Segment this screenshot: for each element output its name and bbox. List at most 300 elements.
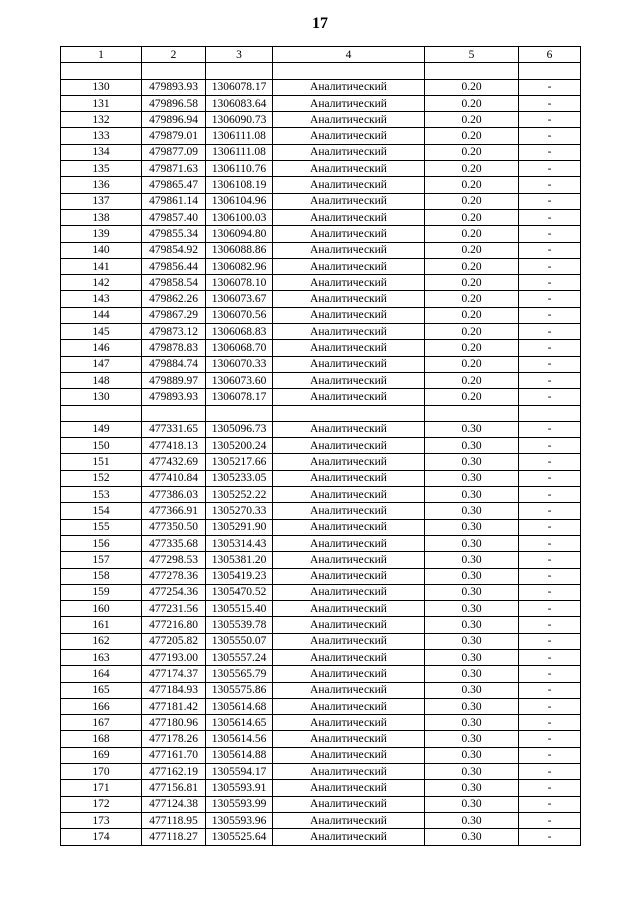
table-cell: Аналитический (273, 715, 425, 731)
table-header (61, 47, 581, 63)
table-cell: Аналитический (273, 291, 425, 307)
table-cell: - (519, 454, 581, 470)
table-cell: 479871.63 (142, 161, 206, 177)
table-cell: 479884.74 (142, 356, 206, 372)
table-cell: 0.20 (425, 372, 519, 388)
table-row (61, 438, 581, 454)
table-row (61, 275, 581, 291)
table-cell: 170 (61, 764, 142, 780)
table-cell: 479878.83 (142, 340, 206, 356)
table-cell: 148 (61, 372, 142, 388)
table-cell: 477410.84 (142, 470, 206, 486)
table-cell: 1305419.23 (206, 568, 273, 584)
table-cell: 138 (61, 209, 142, 225)
table-row (61, 568, 581, 584)
table-cell: 135 (61, 161, 142, 177)
table-cell: - (519, 796, 581, 812)
table-cell: 479857.40 (142, 209, 206, 225)
table-cell: 477278.36 (142, 568, 206, 584)
table-cell: Аналитический (273, 747, 425, 763)
table-cell: - (519, 503, 581, 519)
table-cell: 1306068.70 (206, 340, 273, 356)
table-cell: 0.20 (425, 258, 519, 274)
table-cell: Аналитический (273, 324, 425, 340)
table-cell: 479867.29 (142, 307, 206, 323)
table-cell: 136 (61, 177, 142, 193)
table-cell: 0.20 (425, 389, 519, 405)
table-row (61, 242, 581, 258)
table-cell: - (519, 470, 581, 486)
table-cell: 130 (61, 79, 142, 95)
table-row (61, 340, 581, 356)
table-cell: 479861.14 (142, 193, 206, 209)
table-cell: 1306078.17 (206, 389, 273, 405)
table-cell: 479862.26 (142, 291, 206, 307)
table-cell: - (519, 649, 581, 665)
table-cell: 1305291.90 (206, 519, 273, 535)
table-cell: 1305557.24 (206, 649, 273, 665)
table-cell: 0.30 (425, 601, 519, 617)
table-cell: 479893.93 (142, 389, 206, 405)
table-row (61, 193, 581, 209)
table-cell: 1305614.68 (206, 698, 273, 714)
column-header: 5 (425, 47, 519, 63)
table-cell: - (519, 372, 581, 388)
table-cell: Аналитический (273, 503, 425, 519)
table-cell: 141 (61, 258, 142, 274)
table-cell: 0.30 (425, 535, 519, 551)
table-cell: 477162.19 (142, 764, 206, 780)
table-row (61, 487, 581, 503)
table-cell: 167 (61, 715, 142, 731)
table-cell: - (519, 617, 581, 633)
column-header: 3 (206, 47, 273, 63)
table-cell: 1306088.86 (206, 242, 273, 258)
table-row (61, 454, 581, 470)
table-cell: 0.30 (425, 421, 519, 437)
table-cell: 1306070.33 (206, 356, 273, 372)
table-cell: 1305270.33 (206, 503, 273, 519)
table-cell: 1305565.79 (206, 666, 273, 682)
table-cell: Аналитический (273, 487, 425, 503)
table-cell: 144 (61, 307, 142, 323)
table-cell: Аналитический (273, 535, 425, 551)
table-cell: 477184.93 (142, 682, 206, 698)
table-row (61, 601, 581, 617)
table-cell: - (519, 829, 581, 845)
table-cell: - (519, 161, 581, 177)
table-row (61, 291, 581, 307)
table-cell: 0.20 (425, 161, 519, 177)
table-cell: 1306082.96 (206, 258, 273, 274)
table-row (61, 144, 581, 160)
table-cell: - (519, 633, 581, 649)
table-cell: 166 (61, 698, 142, 714)
table-cell: 0.20 (425, 193, 519, 209)
table-cell: 0.20 (425, 79, 519, 95)
table-cell: - (519, 307, 581, 323)
table-cell: - (519, 291, 581, 307)
table-cell: 1306094.80 (206, 226, 273, 242)
table-cell: Аналитический (273, 601, 425, 617)
table-cell: Аналитический (273, 307, 425, 323)
table-row (61, 389, 581, 405)
table-cell: 0.30 (425, 698, 519, 714)
table-cell: 479877.09 (142, 144, 206, 160)
table-cell: 479896.58 (142, 95, 206, 111)
table-row (61, 666, 581, 682)
table-cell: 1306078.17 (206, 79, 273, 95)
table-cell (273, 405, 425, 421)
table-cell: 149 (61, 421, 142, 437)
table-cell: 132 (61, 112, 142, 128)
table-cell: 0.30 (425, 649, 519, 665)
table-cell: 140 (61, 242, 142, 258)
table-cell: 479856.44 (142, 258, 206, 274)
table-cell: - (519, 389, 581, 405)
table-cell: 477432.69 (142, 454, 206, 470)
table-cell: 168 (61, 731, 142, 747)
table-row (61, 226, 581, 242)
table-cell: 131 (61, 95, 142, 111)
column-header: 4 (273, 47, 425, 63)
table-cell: 1305217.66 (206, 454, 273, 470)
table-cell: 1306090.73 (206, 112, 273, 128)
table-cell: - (519, 780, 581, 796)
column-header: 1 (61, 47, 142, 63)
table-cell: - (519, 812, 581, 828)
table-row (61, 780, 581, 796)
table-row (61, 535, 581, 551)
table-cell: - (519, 438, 581, 454)
table-cell: 137 (61, 193, 142, 209)
table-row (61, 258, 581, 274)
table-row (61, 177, 581, 193)
table-cell: Аналитический (273, 421, 425, 437)
table-cell: - (519, 144, 581, 160)
table-cell: 477298.53 (142, 552, 206, 568)
table-cell: Аналитический (273, 568, 425, 584)
table-row (61, 307, 581, 323)
table-cell: 0.20 (425, 112, 519, 128)
table-cell: Аналитический (273, 584, 425, 600)
table-row (61, 731, 581, 747)
table-cell: 174 (61, 829, 142, 845)
table-cell: 1306073.60 (206, 372, 273, 388)
table-cell: 142 (61, 275, 142, 291)
table-cell: - (519, 258, 581, 274)
table-cell: - (519, 487, 581, 503)
table-cell: 479873.12 (142, 324, 206, 340)
table-cell: Аналитический (273, 258, 425, 274)
table-cell: - (519, 731, 581, 747)
table-cell: 0.20 (425, 144, 519, 160)
table-cell: Аналитический (273, 764, 425, 780)
table-cell: 477418.13 (142, 438, 206, 454)
table-cell: Аналитический (273, 649, 425, 665)
table-cell: 477118.27 (142, 829, 206, 845)
table-cell: Аналитический (273, 112, 425, 128)
table-body (61, 63, 581, 845)
table-cell: 155 (61, 519, 142, 535)
table-cell: 1305593.99 (206, 796, 273, 812)
table-cell: 0.20 (425, 324, 519, 340)
table-cell: 163 (61, 649, 142, 665)
table-row (61, 829, 581, 845)
table-cell: - (519, 226, 581, 242)
table-cell: 479896.94 (142, 112, 206, 128)
table-cell: 479879.01 (142, 128, 206, 144)
table-cell: 130 (61, 389, 142, 405)
table-cell: Аналитический (273, 389, 425, 405)
table-cell: Аналитический (273, 682, 425, 698)
table-cell: 1306083.64 (206, 95, 273, 111)
table-cell: 477254.36 (142, 584, 206, 600)
page-number: 17 (312, 15, 328, 32)
table-cell (61, 63, 142, 79)
table-cell: Аналитический (273, 812, 425, 828)
table-cell: 477174.37 (142, 666, 206, 682)
table-cell: 145 (61, 324, 142, 340)
table-cell: 146 (61, 340, 142, 356)
table-cell: 0.20 (425, 356, 519, 372)
table-cell: 1306068.83 (206, 324, 273, 340)
table-cell: - (519, 177, 581, 193)
table-cell: - (519, 568, 581, 584)
table-row (61, 649, 581, 665)
table-cell (206, 63, 273, 79)
table-cell: 1305252.22 (206, 487, 273, 503)
table-cell: - (519, 715, 581, 731)
table-cell: 479893.93 (142, 79, 206, 95)
table-cell: 1305614.65 (206, 715, 273, 731)
table-cell: 154 (61, 503, 142, 519)
table-cell: Аналитический (273, 177, 425, 193)
separator-row (61, 63, 581, 79)
table-cell: 0.30 (425, 584, 519, 600)
table-cell: 0.30 (425, 796, 519, 812)
table-cell: 172 (61, 796, 142, 812)
table-row (61, 372, 581, 388)
table-cell: - (519, 584, 581, 600)
table-cell: 158 (61, 568, 142, 584)
table-cell: 0.30 (425, 519, 519, 535)
separator-row (61, 405, 581, 421)
table-cell: 160 (61, 601, 142, 617)
table-cell: 151 (61, 454, 142, 470)
table-cell: 479865.47 (142, 177, 206, 193)
table-cell: Аналитический (273, 356, 425, 372)
table-cell: 1305314.43 (206, 535, 273, 551)
table-cell: 477205.82 (142, 633, 206, 649)
table-cell: 477350.50 (142, 519, 206, 535)
table-cell: Аналитический (273, 275, 425, 291)
table-cell: 0.20 (425, 226, 519, 242)
table-cell: 477193.00 (142, 649, 206, 665)
table-cell: 0.20 (425, 340, 519, 356)
table-cell: 477335.68 (142, 535, 206, 551)
table-cell: 1305525.64 (206, 829, 273, 845)
table-cell: 477156.81 (142, 780, 206, 796)
table-cell: 1306100.03 (206, 209, 273, 225)
table-cell: Аналитический (273, 144, 425, 160)
table-cell: 0.20 (425, 275, 519, 291)
column-header: 2 (142, 47, 206, 63)
table-cell: 1306070.56 (206, 307, 273, 323)
table-row (61, 324, 581, 340)
table-row (61, 715, 581, 731)
table-cell: 1305594.17 (206, 764, 273, 780)
table-cell: 0.30 (425, 470, 519, 486)
table-cell: - (519, 764, 581, 780)
table-row (61, 633, 581, 649)
table-cell: 477161.70 (142, 747, 206, 763)
table-cell: - (519, 552, 581, 568)
table-cell: 477181.42 (142, 698, 206, 714)
table-cell: 162 (61, 633, 142, 649)
table-cell: 1305470.52 (206, 584, 273, 600)
column-header: 6 (519, 47, 581, 63)
table-cell: 153 (61, 487, 142, 503)
table-cell: 0.30 (425, 633, 519, 649)
table-cell: 1305233.05 (206, 470, 273, 486)
table-row (61, 503, 581, 519)
table-cell: Аналитический (273, 617, 425, 633)
table-cell: - (519, 112, 581, 128)
table-cell: - (519, 356, 581, 372)
table-cell: 1306073.67 (206, 291, 273, 307)
table-cell: 0.30 (425, 829, 519, 845)
table-cell: 1306111.08 (206, 144, 273, 160)
table-cell: - (519, 519, 581, 535)
table-cell: Аналитический (273, 454, 425, 470)
table-cell (142, 63, 206, 79)
table-cell: 0.30 (425, 682, 519, 698)
table-row (61, 421, 581, 437)
table-cell: 479854.92 (142, 242, 206, 258)
table-row (61, 470, 581, 486)
table-cell: - (519, 535, 581, 551)
table-row (61, 161, 581, 177)
table-cell: 0.30 (425, 503, 519, 519)
table-row (61, 356, 581, 372)
table-cell: 0.30 (425, 764, 519, 780)
table-cell: 1305614.88 (206, 747, 273, 763)
table-row (61, 747, 581, 763)
table-cell: Аналитический (273, 698, 425, 714)
table-row (61, 95, 581, 111)
table-cell (206, 405, 273, 421)
table-cell: - (519, 209, 581, 225)
table-cell: Аналитический (273, 209, 425, 225)
table-cell: Аналитический (273, 829, 425, 845)
table-cell: 171 (61, 780, 142, 796)
table-cell: - (519, 682, 581, 698)
table-cell: 169 (61, 747, 142, 763)
table-cell: - (519, 666, 581, 682)
table-cell: Аналитический (273, 796, 425, 812)
table-row (61, 617, 581, 633)
table-cell: 479855.34 (142, 226, 206, 242)
table-cell: 0.30 (425, 617, 519, 633)
table-cell: 0.20 (425, 95, 519, 111)
table-cell: Аналитический (273, 161, 425, 177)
table-cell: Аналитический (273, 95, 425, 111)
table-cell: - (519, 340, 581, 356)
table-cell: - (519, 242, 581, 258)
table-cell: 477331.65 (142, 421, 206, 437)
table-cell: 1305381.20 (206, 552, 273, 568)
table-cell: 0.30 (425, 552, 519, 568)
table-cell: 477231.56 (142, 601, 206, 617)
table-cell: 1305550.07 (206, 633, 273, 649)
table-cell: Аналитический (273, 226, 425, 242)
table-cell: - (519, 698, 581, 714)
table-cell: 477178.26 (142, 731, 206, 747)
table-cell: 0.30 (425, 731, 519, 747)
table-cell: 1306108.19 (206, 177, 273, 193)
table-cell: 477366.91 (142, 503, 206, 519)
table-cell: 477386.03 (142, 487, 206, 503)
table-cell: Аналитический (273, 666, 425, 682)
table-cell: 0.30 (425, 454, 519, 470)
table-cell: 479889.97 (142, 372, 206, 388)
table-cell: 173 (61, 812, 142, 828)
table-cell: - (519, 324, 581, 340)
table-cell: 477118.95 (142, 812, 206, 828)
table-cell: Аналитический (273, 242, 425, 258)
table-row (61, 79, 581, 95)
table-cell: - (519, 193, 581, 209)
table-cell: 0.30 (425, 568, 519, 584)
table-cell: 133 (61, 128, 142, 144)
table-cell: - (519, 95, 581, 111)
table-cell: 0.30 (425, 812, 519, 828)
table-cell: 0.30 (425, 715, 519, 731)
table-cell: Аналитический (273, 438, 425, 454)
table-cell (273, 63, 425, 79)
table-cell: Аналитический (273, 519, 425, 535)
table-row (61, 698, 581, 714)
table-cell: 143 (61, 291, 142, 307)
table-cell: Аналитический (273, 372, 425, 388)
table-cell: Аналитический (273, 633, 425, 649)
table-cell: 477180.96 (142, 715, 206, 731)
table-cell: 159 (61, 584, 142, 600)
table-cell: 150 (61, 438, 142, 454)
table-cell: 0.20 (425, 209, 519, 225)
table-cell: 1306078.10 (206, 275, 273, 291)
table-row (61, 682, 581, 698)
table-cell: Аналитический (273, 470, 425, 486)
table-cell: 0.30 (425, 438, 519, 454)
table-cell (425, 405, 519, 421)
table-cell: 1305593.96 (206, 812, 273, 828)
table-cell: 156 (61, 535, 142, 551)
table-cell (142, 405, 206, 421)
table-cell: 0.30 (425, 666, 519, 682)
table-cell: 0.20 (425, 177, 519, 193)
table-cell: Аналитический (273, 780, 425, 796)
table-cell: 477216.80 (142, 617, 206, 633)
table-cell: 1305575.86 (206, 682, 273, 698)
table-cell: - (519, 275, 581, 291)
table-cell: 0.20 (425, 307, 519, 323)
table-row (61, 519, 581, 535)
table-row (61, 796, 581, 812)
table-cell: 164 (61, 666, 142, 682)
table-cell: - (519, 601, 581, 617)
